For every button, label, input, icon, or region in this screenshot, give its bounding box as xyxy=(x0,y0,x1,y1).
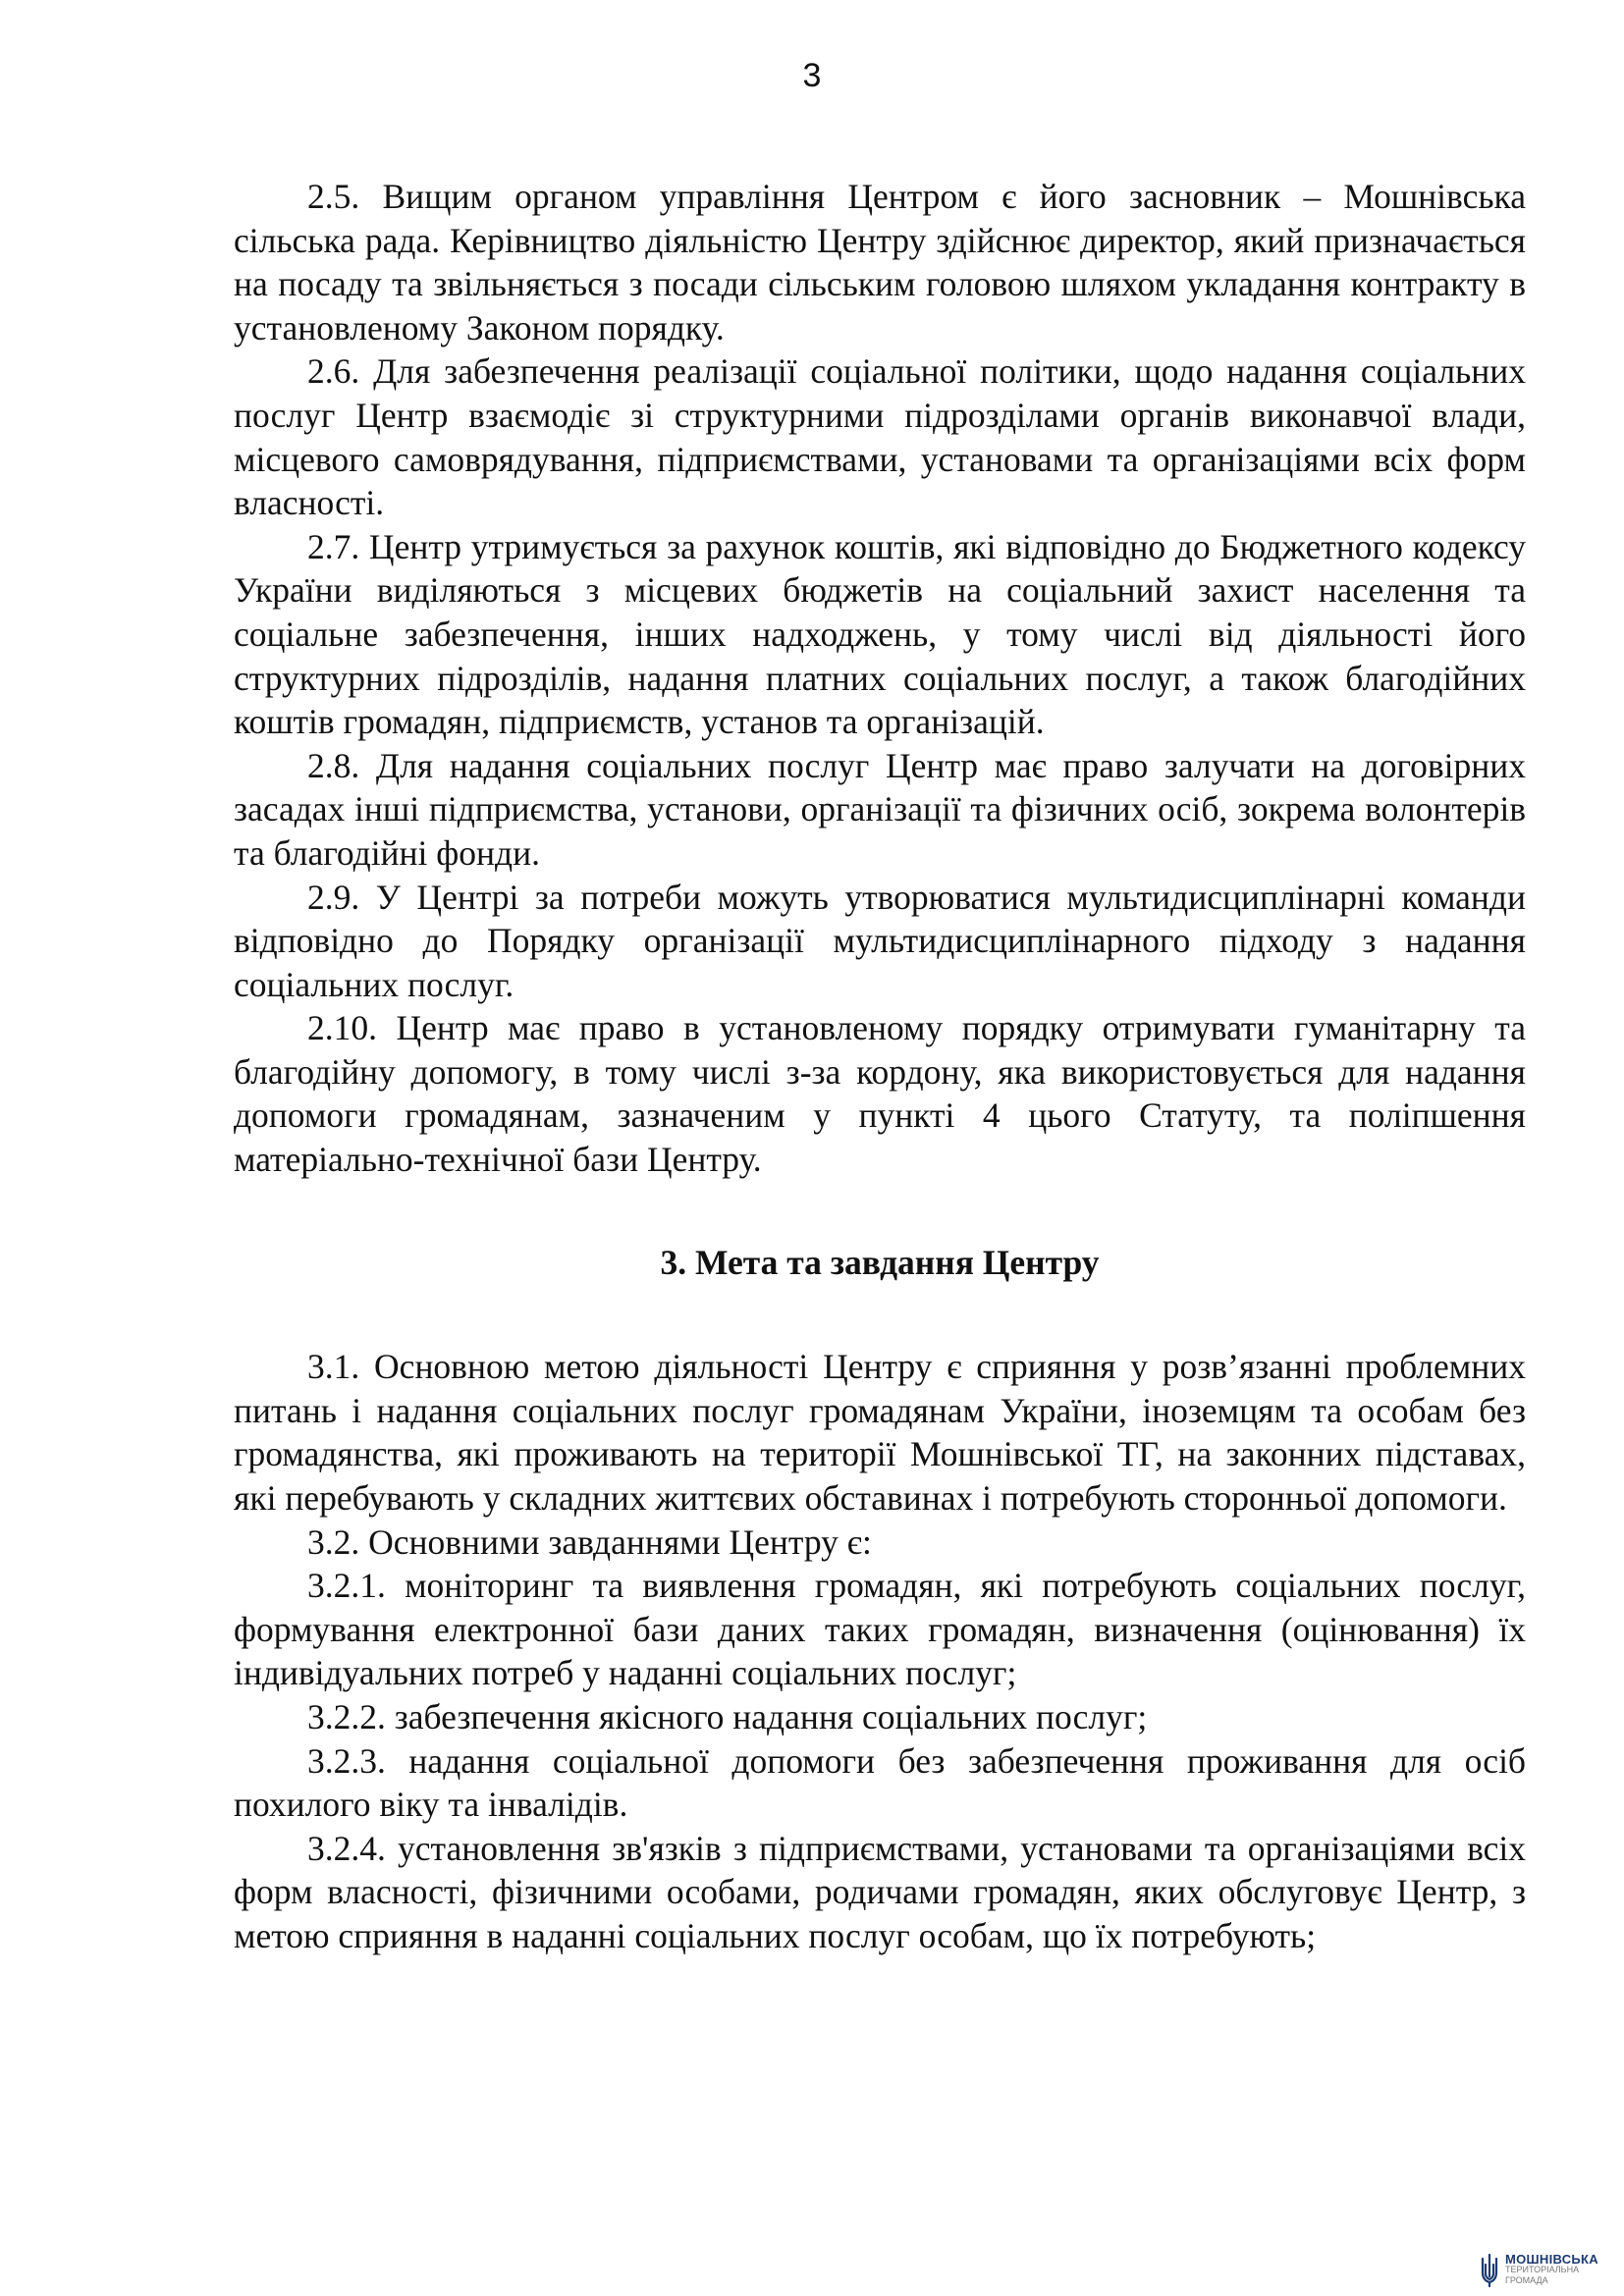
paragraph-2-8: 2.8. Для надання соціальних послуг Центр має право залучати на договірних засадах інші підприємства, установи, організації та фізичних осіб, зокрема волонтерів та благодійні фонди. xyxy=(234,745,1526,873)
document-body xyxy=(234,175,1526,1958)
trident-icon xyxy=(1479,2253,1500,2288)
paragraph-3-2-3: 3.2.3. надання соціальної допомоги без забезпечення проживання для осіб похилого віку та інвалідів. xyxy=(234,1740,1526,1825)
paragraph-3-2-1: 3.2.1. моніторинг та виявлення громадян, які потребують соціальних послуг, формування електронної бази даних таких громадян, визначення (оцінювання) їх індивідуальних потреб у наданні соціальних послуг; xyxy=(234,1566,1526,1693)
logo-subtitle: ТЕРИТОРІАЛЬНА xyxy=(1505,2265,1580,2274)
logo-subtitle-2: ГРОМАДА xyxy=(1505,2275,1548,2285)
paragraph-2-7: 2.7. Центр утримується за рахунок коштів, які відповідно до Бюджетного кодексу України виділяються з місцевих бюджетів на соціальний захист населення та соціальне забезпечення, інших надходжень, у тому числі від діяльності його структурних підрозділів, надання платних соціальних послуг, а також благодійних коштів громадян, підприємств, установ та організацій. xyxy=(234,526,1526,742)
paragraph-3-1: 3.1. Основною метою діяльності Центру є сприяння у розв’язанні проблемних питань і надання соціальних послуг громадянам України, іноземцям та особам без громадянства, які проживають на території Мошнівської ТГ, на законних підставах, які перебувають у складних життєвих обставинах і потребують сторонньої допомоги. xyxy=(234,1347,1526,1519)
paragraph-2-6: 2.6. Для забезпечення реалізації соціальної політики, щодо надання соціальних послуг Центр взаємодіє зі структурними підрозділами органів виконавчої влади, місцевого самоврядування, підприємствами, установами та організаціями всіх форм власності. xyxy=(234,351,1526,523)
paragraph-2-10: 2.10. Центр має право в установленому порядку отримувати гуманітарну та благодійну допомогу, в тому числі з-за кордону, яка використовується для надання допомоги громадянам, зазначеним у пункті 4 цього Статуту, та поліпшення матеріально-технічної бази Центру. xyxy=(234,1008,1526,1180)
paragraph-3-2-4: 3.2.4. установлення зв'язків з підприємствами, установами та організаціями всіх форм власності, фізичними особами, родичами громадян, яких обслуговує Центр, з метою сприяння в наданні соціальних послуг особам, що їх потребують; xyxy=(234,1828,1526,1955)
paragraph-3-2-2: 3.2.2. забезпечення якісного надання соціальних послуг; xyxy=(307,1697,1148,1736)
logo-title: МОШНІВСЬКА xyxy=(1505,2252,1598,2267)
paragraph-2-5: 2.5. Вищим органом управління Центром є його засновник – Мошнівська сільська рада. Керівництво діяльністю Центру здійснює директор, який призначається на посаду та звільняється з посади сільським головою шляхом укладання контракту в установленому Законом порядку. xyxy=(234,177,1526,347)
page-number: 3 xyxy=(802,57,822,94)
paragraph-2-9: 2.9. У Центрі за потреби можуть утворюватися мультидисциплінарні команди відповідно до Порядку організації мультидисциплінарного підходу з надання соціальних послуг. xyxy=(234,877,1526,1004)
section-heading: 3. Мета та завдання Центру xyxy=(660,1242,1100,1282)
community-logo xyxy=(1479,2248,1624,2292)
paragraph-3-2: 3.2. Основними завданнями Центру є: xyxy=(307,1522,872,1562)
